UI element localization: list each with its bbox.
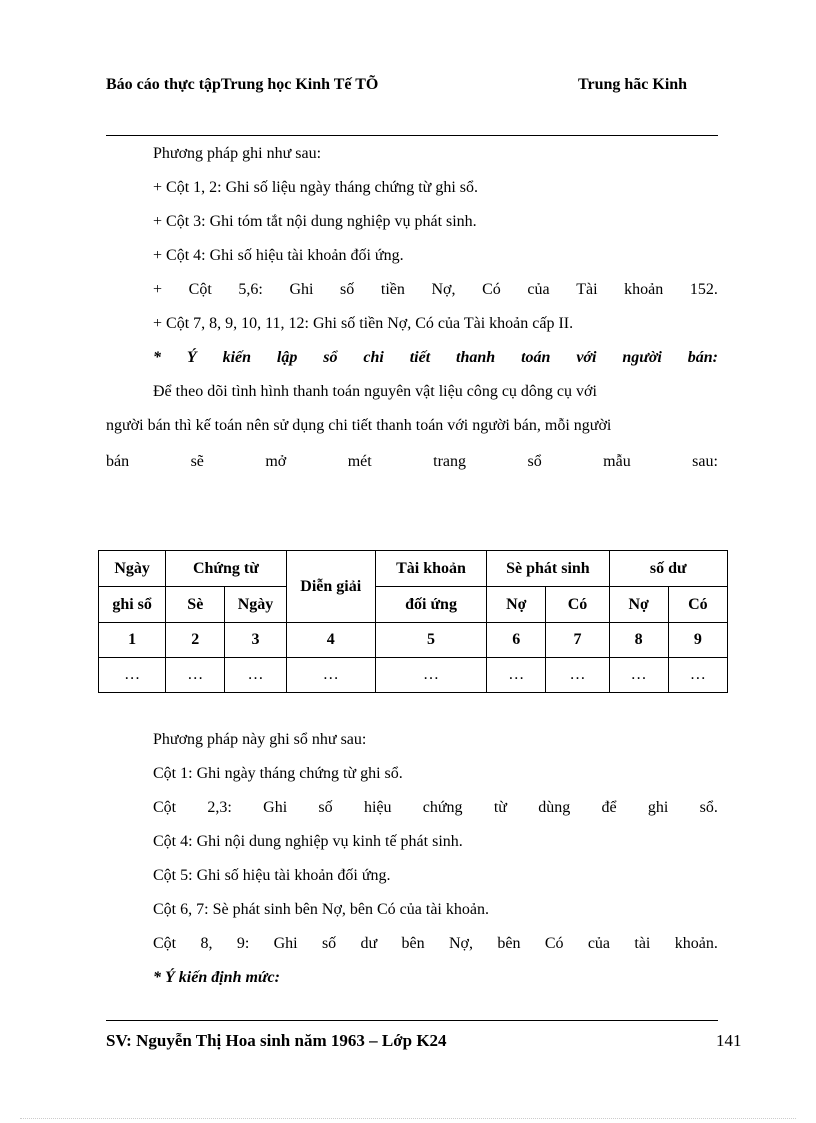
word: tài [634,935,651,952]
word: mẫu [603,453,631,470]
column-number: 8 [609,623,668,658]
header-date-top: Ngày [99,551,166,587]
word: mở [265,453,287,470]
word: chứng [422,799,463,816]
header-credit: Có [546,587,609,623]
word: Tài [576,281,598,298]
ellipsis-cell: … [546,658,609,693]
word: sẽ [190,453,204,470]
word: trang [433,453,467,470]
method-col-1-2: + Cột 1, 2: Ghi số liệu ngày tháng chứng từ ghi sổ. [153,179,479,196]
ellipsis-cell: … [487,658,546,693]
word: Ghi [289,281,314,298]
word: Cột [153,799,177,816]
word: Cột [153,935,177,952]
paragraph-line-3 [106,451,718,473]
ellipsis-cell: … [668,658,727,693]
column-number: 2 [166,623,225,658]
word: thanh [456,349,496,366]
word: số [318,799,333,816]
footer-student: SV: Nguyễn Thị Hoa sinh năm 1963 – Lớp K24 [106,1031,447,1050]
header-balance-credit: Có [668,587,727,623]
ellipsis-cell: … [375,658,486,693]
word: Có [482,281,501,298]
header-title-left: Báo cáo thực tậpTrung học Kinh Tế TÕ [106,76,379,93]
ellipsis-cell: … [609,658,668,693]
word: * [153,349,161,366]
word: Nợ, [449,935,474,952]
method2-col-6-7: Cột 6, 7: Sè phát sinh bên Nợ, bên Có của tài khoản. [153,901,489,918]
word: số [340,281,355,298]
method2-col-2-3 [106,797,718,819]
word: + [153,281,163,298]
word: để [601,799,617,816]
word: từ [493,799,507,816]
header-title-right: Trung hãc Kinh [578,76,688,93]
page-edge-divider [20,1118,796,1119]
word: sổ. [699,799,718,816]
column-number: 1 [99,623,166,658]
column-number: 7 [546,623,609,658]
header-description: Diễn giải [286,551,375,623]
word: hiệu [363,799,392,816]
method-title: Phương pháp ghi như sau: [153,145,322,162]
word: chi [363,349,384,366]
word: bán: [687,349,718,366]
header-account-top: Tài khoản [375,551,486,587]
word: mét [347,453,372,470]
paragraph-line-2: người bán thì kế toán nên sử dụng chi tiết thanh toán với người bán, mỗi người [106,417,612,434]
footer-rule [106,1020,718,1021]
header-arising: Sè phát sinh [487,551,609,587]
word: sổ [323,349,338,366]
header-balance-debit: Nợ [609,587,668,623]
word: 8, [200,935,213,952]
word: tiết [409,349,431,366]
method2-col-1: Cột 1: Ghi ngày tháng chứng từ ghi sổ. [153,765,403,782]
word: toán [521,349,551,366]
word: ghi [647,799,669,816]
word: Ghi [263,799,288,816]
header-number: Sè [166,587,225,623]
column-number: 6 [487,623,546,658]
word: với [576,349,597,366]
column-number: 4 [286,623,375,658]
word: bán [106,453,130,470]
ledger-table [98,550,728,693]
word: số [321,935,337,952]
header-voucher: Chứng từ [166,551,286,587]
word: Có [544,935,564,952]
header-voucher-date: Ngày [225,587,286,623]
word: 9: [236,935,250,952]
word: bên [497,935,521,952]
column-number: 9 [668,623,727,658]
page-number: 141 [716,1031,742,1050]
ellipsis-cell: … [99,658,166,693]
method2-col-5: Cột 5: Ghi số hiệu tài khoản đối ứng. [153,867,391,884]
word: 152. [689,281,718,298]
header-account-bottom: đối ứng [375,587,486,623]
column-number: 3 [225,623,286,658]
word: khoản [624,281,664,298]
word: của [527,281,550,298]
method-col-7-12: + Cột 7, 8, 9, 10, 11, 12: Ghi số tiền Nợ, Có của Tài khoản cấp II. [153,315,574,332]
header-balance: số dư [609,551,727,587]
word: Ý [186,349,197,366]
word: Ghi [273,935,298,952]
word: lập [276,349,298,366]
word: sổ [527,453,542,470]
word: tiền [380,281,405,298]
word: Nợ, [431,281,456,298]
header-date-bottom: ghi sổ [99,587,166,623]
paragraph-line-1: Để theo dõi tình hình thanh toán nguyên vật liệu công cụ dông cụ với [153,383,597,400]
word: khoản. [674,935,718,952]
method-col-5-6 [106,279,718,301]
method2-col-8-9 [106,933,718,955]
method2-title: Phương pháp này ghi sổ như sau: [153,731,367,748]
section-heading-norms: * Ý kiến định mức: [153,969,280,986]
method2-col-4: Cột 4: Ghi nội dung nghiệp vụ kinh tế phát sinh. [153,833,463,850]
word: 5,6: [238,281,263,298]
word: sau: [692,453,718,470]
word: dư [360,935,378,952]
word: 2,3: [207,799,232,816]
ellipsis-cell: … [225,658,286,693]
column-number: 5 [375,623,486,658]
method-col-3: + Cột 3: Ghi tóm tắt nội dung nghiệp vụ phát sinh. [153,213,477,230]
word: bên [401,935,425,952]
word: của [587,935,611,952]
header-rule [106,135,718,136]
ellipsis-cell: … [286,658,375,693]
method-col-4: + Cột 4: Ghi số hiệu tài khoản đối ứng. [153,247,404,264]
word: kiến [222,349,252,366]
word: người [622,349,662,366]
word: dùng [538,799,571,816]
ellipsis-cell: … [166,658,225,693]
header-debit: Nợ [487,587,546,623]
section-heading-supplier-ledger [106,347,718,369]
word: Cột [188,281,212,298]
